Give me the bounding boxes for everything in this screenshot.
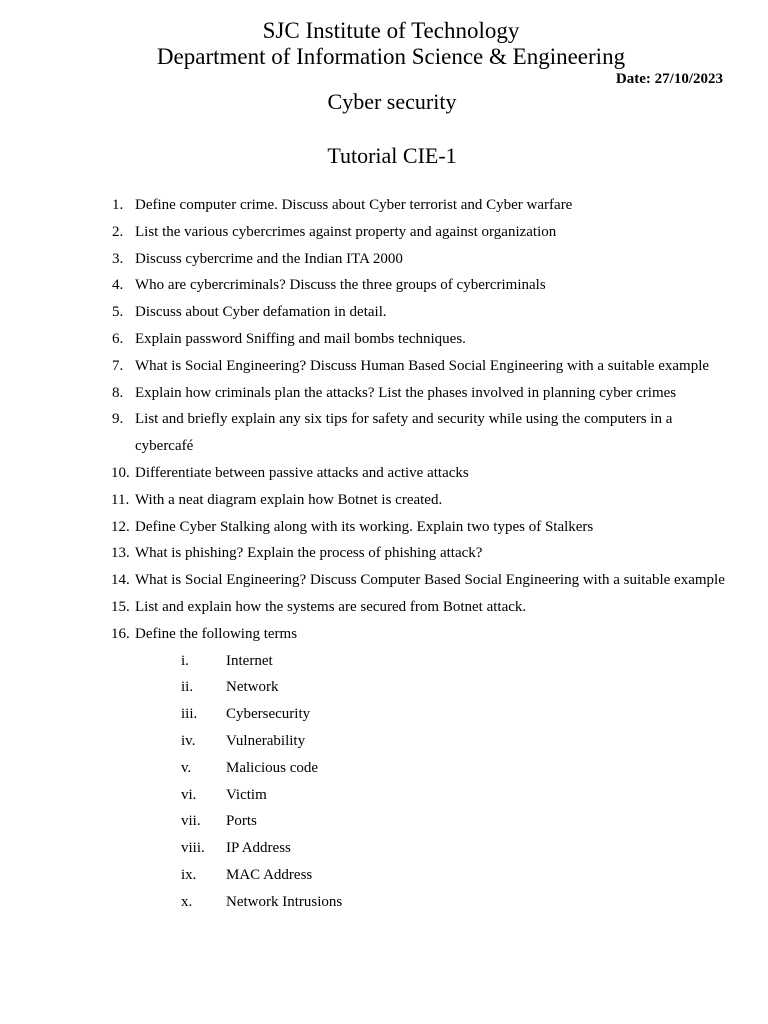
term-item [0,728,768,755]
question-item [0,192,768,219]
term-text: Victim [226,786,267,803]
question-text: Define the following terms [135,625,298,642]
question-text: Discuss about Cyber defamation in detail. [135,304,387,321]
question-text: What is Social Engineering? Discuss Human Based Social Engineering with a suitable example [135,357,710,374]
term-number: iii. [181,706,198,723]
question-number: 5. [112,304,124,321]
question-item [0,380,768,407]
question-number: 3. [112,250,124,267]
term-item [0,835,768,862]
question-text: With a neat diagram explain how Botnet is created. [135,491,443,508]
question-text: Define Cyber Stalking along with its working. Explain two types of Stalkers [135,518,594,535]
question-item [0,621,768,648]
term-number: viii. [181,840,205,857]
question-number: 9. [112,411,124,428]
term-number: ix. [181,866,197,883]
term-text: Vulnerability [226,732,306,749]
question-item [0,594,768,621]
question-item [0,246,768,273]
term-text: Network Intrusions [226,893,343,910]
term-text: MAC Address [226,866,313,883]
question-item [0,272,768,299]
question-number: 2. [112,223,124,240]
term-item [0,701,768,728]
term-item [0,782,768,809]
term-item [0,648,768,675]
question-text: Explain password Sniffing and mail bombs techniques. [135,330,466,347]
question-text: Explain how criminals plan the attacks? List the phases involved in planning cyber crimes [135,384,677,401]
question-number: 15. [111,598,130,615]
question-number: 10. [111,464,130,481]
term-item [0,674,768,701]
question-number: 14. [111,572,130,589]
question-number: 7. [112,357,124,374]
question-item [0,514,768,541]
question-text: Discuss cybercrime and the Indian ITA 2000 [135,250,403,267]
question-item [0,487,768,514]
question-item [0,353,768,380]
question-text: Who are cybercriminals? Discuss the three groups of cybercriminals [135,277,546,294]
question-item [0,567,768,594]
question-number: 13. [111,545,130,562]
term-number: vi. [181,786,197,803]
question-number: 6. [112,330,124,347]
question-item [0,460,768,487]
term-text: Internet [226,652,273,669]
term-number: v. [181,759,192,776]
question-text: List and briefly explain any six tips for safety and security while using the computers in a cybercafé [135,411,673,455]
term-item [0,808,768,835]
term-item [0,755,768,782]
term-text: Cybersecurity [226,706,311,723]
question-number: 8. [112,384,124,401]
term-text: Network [226,679,279,696]
term-number: i. [181,652,189,669]
question-item [0,406,768,460]
term-number: x. [181,893,193,910]
term-number: ii. [181,679,194,696]
question-number: 4. [112,277,124,294]
question-item [0,540,768,567]
term-text: IP Address [226,840,291,857]
question-text: What is Social Engineering? Discuss Computer Based Social Engineering with a suitable example [135,572,725,589]
term-item [0,862,768,889]
term-text: Malicious code [226,759,319,776]
question-text: List and explain how the systems are secured from Botnet attack. [135,598,527,615]
question-item [0,219,768,246]
question-item [0,326,768,353]
question-list [0,192,768,916]
question-number: 1. [112,197,124,213]
question-text: List the various cybercrimes against property and against organization [135,223,557,240]
department-name: Department of Information Science & Engineering [156,44,626,69]
document-date: Date: 27/10/2023 [615,71,723,87]
question-text: What is phishing? Explain the process of phishing attack? [135,545,483,562]
course-title: Cyber security [327,89,457,114]
term-item [0,889,768,916]
tutorial-title: Tutorial CIE-1 [327,143,457,168]
question-text: Differentiate between passive attacks and active attacks [135,464,469,481]
institute-name: SJC Institute of Technology [262,18,520,43]
question-number: 12. [111,518,130,535]
term-number: vii. [181,813,201,830]
question-text: Define computer crime. Discuss about Cyber terrorist and Cyber warfare [135,197,573,213]
term-number: iv. [181,732,196,749]
question-item [0,299,768,326]
question-number: 11. [111,491,130,508]
question-number: 16. [111,625,130,642]
term-text: Ports [226,813,257,830]
